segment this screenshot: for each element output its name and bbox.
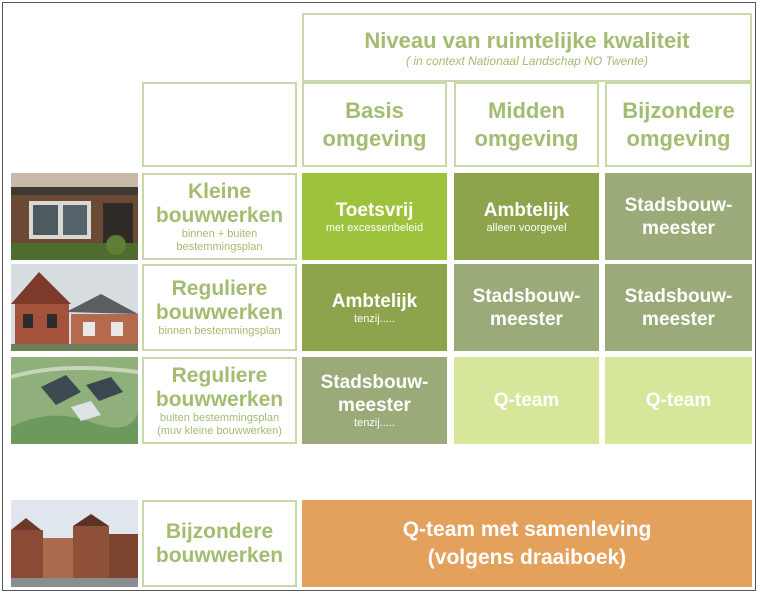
cell-reguliere-buiten-bijzondere (605, 357, 752, 444)
cell-reguliere-buiten-basis (302, 357, 447, 444)
cell-label-line2: meester (642, 217, 715, 239)
cell-kleine-bijzondere (605, 173, 752, 260)
cell-label-line2: meester (490, 308, 563, 330)
cell-reguliere-binnen-midden (454, 264, 599, 351)
photo-regular-house (11, 264, 138, 351)
row-header-line1: Reguliere (171, 363, 268, 387)
row-header-sub2: (muv kleine bouwwerken) (157, 424, 282, 437)
corner-box (142, 82, 297, 167)
row-header-line1: Bijzondere (165, 519, 274, 543)
bottom-cell-line1: Q-team met samenleving (402, 517, 652, 541)
column-header-bijzondere (605, 82, 752, 167)
cell-label-line1: Stadsbouw- (320, 372, 429, 393)
row-header-sub1: binnen bestemmingsplan (158, 325, 281, 337)
cell-label: Ambtelijk (483, 199, 570, 221)
photo-site-plan (11, 357, 138, 444)
column-header-line2: omgeving (474, 125, 579, 151)
cell-bijzondere-bouwwerken-all (302, 500, 752, 587)
column-header-line1: Midden (488, 97, 565, 123)
row-header-sub1: binnen + buiten (181, 227, 258, 240)
row-header-line1: Kleine (187, 179, 252, 203)
cell-sublabel: alleen voorgevel (486, 221, 567, 234)
row-header-line2: bouwwerken (155, 301, 284, 324)
cell-label: Q-team (645, 390, 712, 411)
cell-label-line1: Stadsbouw- (472, 285, 581, 307)
row-header-line2: bouwwerken (155, 203, 284, 227)
cell-sublabel: tenzij..... (354, 417, 395, 429)
column-header-line2: omgeving (626, 125, 731, 151)
cell-label-line2: meester (642, 308, 715, 330)
row-header-reguliere-buiten (142, 357, 297, 444)
cell-reguliere-binnen-basis (302, 264, 447, 351)
row-header-reguliere-binnen (142, 264, 297, 351)
cell-sublabel: tenzij..... (354, 312, 395, 325)
row-header-sub1: buiten bestemmingsplan (159, 411, 280, 424)
column-header-line1: Bijzondere (622, 97, 735, 123)
header-subtitle: ( in context Nationaal Landschap NO Twente) (406, 54, 648, 68)
cell-reguliere-binnen-bijzondere (605, 264, 752, 351)
cell-label: Ambtelijk (331, 290, 418, 312)
row-header-line1: Reguliere (171, 277, 268, 300)
cell-kleine-basis (302, 173, 447, 260)
column-header-midden (454, 82, 599, 167)
column-header-line2: omgeving (322, 125, 427, 151)
photo-small-house (11, 173, 138, 260)
row-header-kleine-bouwwerken (142, 173, 297, 260)
cell-label-line1: Stadsbouw- (624, 194, 733, 216)
column-header-line1: Basis (345, 97, 404, 123)
cell-label: Toetsvrij (335, 199, 414, 221)
header-title-box (302, 13, 752, 82)
photo-special-buildings (11, 500, 138, 587)
cell-label-line1: Stadsbouw- (624, 285, 733, 307)
cell-label-line2: meester (338, 395, 411, 416)
row-header-line2: bouwwerken (155, 387, 284, 411)
column-header-basis (302, 82, 447, 167)
header-title: Niveau van ruimtelijke kwaliteit (364, 28, 690, 53)
cell-label: Q-team (493, 390, 560, 411)
bottom-cell-line2: (volgens draaiboek) (427, 545, 627, 569)
row-header-sub2: bestemmingsplan (176, 240, 263, 253)
row-header-line2: bouwwerken (155, 543, 284, 567)
cell-reguliere-buiten-midden (454, 357, 599, 444)
row-header-bijzondere-bouwwerken (142, 500, 297, 587)
cell-kleine-midden (454, 173, 599, 260)
cell-sublabel: met excessenbeleid (325, 221, 424, 234)
